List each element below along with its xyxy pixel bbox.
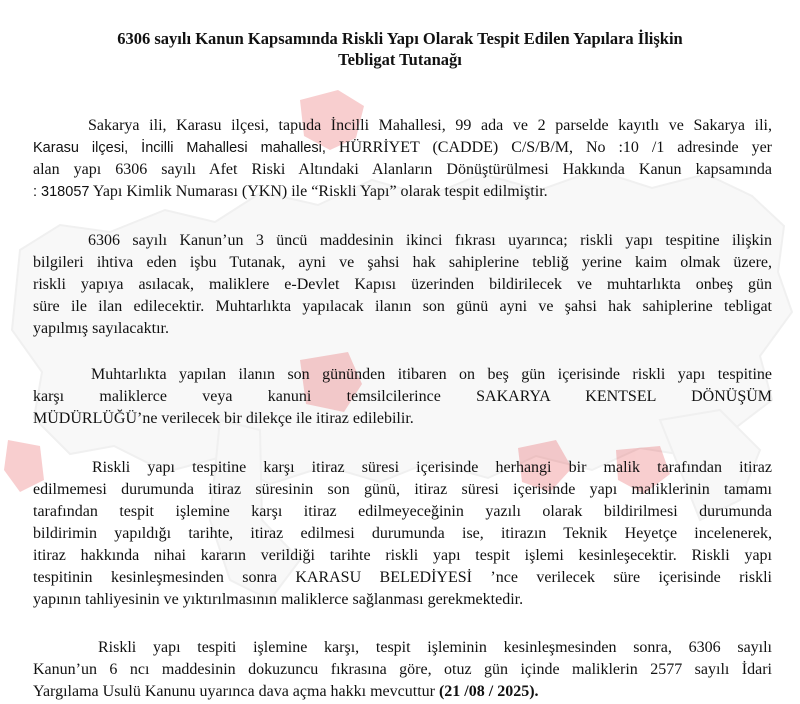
p3-line-2: karşı maliklerce veya kanuni temsilcilerince SAKARYA KENTSEL DÖNÜŞÜM — [33, 388, 772, 405]
p2-line-5: yapılmış sayılacaktır. — [33, 320, 169, 337]
p1-line-4-rest: Yapı Kimlik Numarası (YKN) ile “Riskli Yapı” olarak tespit edilmiştir. — [89, 183, 548, 200]
p4-line-7: yapının tahliyesinin ve yıktırılmasının maliklerce sağlanması gerekmektedir. — [33, 591, 524, 608]
p1-line-2-address: Karasu ilçesi, İncilli Mahallesi mahallesi, — [33, 140, 326, 156]
p4-line-2: edilmemesi durumunda itiraz süresinin son günü, itiraz süresi içerisinde yapı maliklerinin tamamı — [33, 481, 772, 498]
p2-line-2: bilgileri ihtiva eden işbu Tutanak, ayni ve şahsi hak sahiplerine tebliğ yerine kaim olmak üzere, — [33, 254, 772, 271]
p3-line-1: Muhtarlıkta yapılan ilanın son gününden itibaren on beş gün içerisinde riskli yapı tespitine — [91, 366, 772, 383]
p4-line-4: bildirimin yapıldığı tarihte, itiraz edilmesi durumunda ise, itirazın Teknik Heyetçe incelenerek, — [33, 525, 772, 542]
p1-line-2-rest: HÜRRİYET (CADDE) C/S/B/M, No :10 /1 adresinde yer — [325, 139, 772, 156]
p4-line-3: tarafından tespit işlemine karşı itiraz edilmeyeceğinin yazılı olarak bildirilmesi durumunda — [33, 503, 772, 520]
p2-line-3: riskli yapıya asılacak, maliklere e-Devlet Kapısı üzerinden bildirilecek ve muhtarlıkta onbeş gün — [33, 276, 772, 293]
p3-line-3: MÜDÜRLÜĞÜ’ne verilecek bir dilekçe ile itiraz edilebilir. — [33, 410, 414, 427]
document-title-line-2: Tebligat Tutanağı — [338, 50, 462, 69]
p5-line-2: Kanun’un 6 ncı maddesinin dokuzuncu fıkrasına göre, otuz gün içinde maliklerin 2577 sayılı İdari — [33, 661, 772, 678]
p4-line-5: itiraz hakkında nihai kararın verildiği tarihte riskli yapı tespit işlemi kesinleşecektir. Riskli yapı — [33, 547, 772, 564]
p1-line-2 — [33, 138, 772, 158]
p2-line-1: 6306 sayılı Kanun’un 3 üncü maddesinin ikinci fıkrası uyarınca; riskli yapı tespitine ilişkin — [88, 232, 772, 249]
decision-date: (21 /08 / 2025). — [438, 683, 539, 700]
p5-line-1: Riskli yapı tespiti işlemine karşı, tespit işleminin kesinleşmesinden sonra, 6306 sayılı — [98, 639, 772, 656]
document-title-line-1: 6306 sayılı Kanun Kapsamında Riskli Yapı Olarak Tespit Edilen Yapılara İlişkin — [117, 29, 683, 48]
p1-line-4 — [33, 182, 772, 202]
p4-line-1: Riskli yapı tespitine karşı itiraz süresi içerisinde herhangi bir malik tarafından itiraz — [92, 459, 772, 476]
p5-line-3 — [33, 682, 772, 702]
p1-ykn-number: : 318057 — [33, 184, 90, 200]
p1-line-3: alan yapı 6306 sayılı Afet Riski Altındaki Alanların Dönüştürülmesi Hakkında Kanun kapsamında — [33, 161, 772, 178]
p4-line-6: tespitinin kesinleşmesinden sonra KARASU BELEDİYESİ ’nce verilecek süre içerisinde riskli — [33, 569, 772, 586]
p2-line-4: süre ile ilan edilecektir. Muhtarlıkta yapılacak ilanın son günü ayni ve şahsi hak sahiplerine tebligat — [33, 298, 772, 315]
p5-line-3-text: Yargılama Usulü Kanunu uyarınca dava açma hakkı mevcuttur — [33, 683, 439, 700]
p1-line-1: Sakarya ili, Karasu ilçesi, tapuda İncilli Mahallesi, 99 ada ve 2 parselde kayıtlı ve Sakarya ili, — [88, 117, 772, 134]
